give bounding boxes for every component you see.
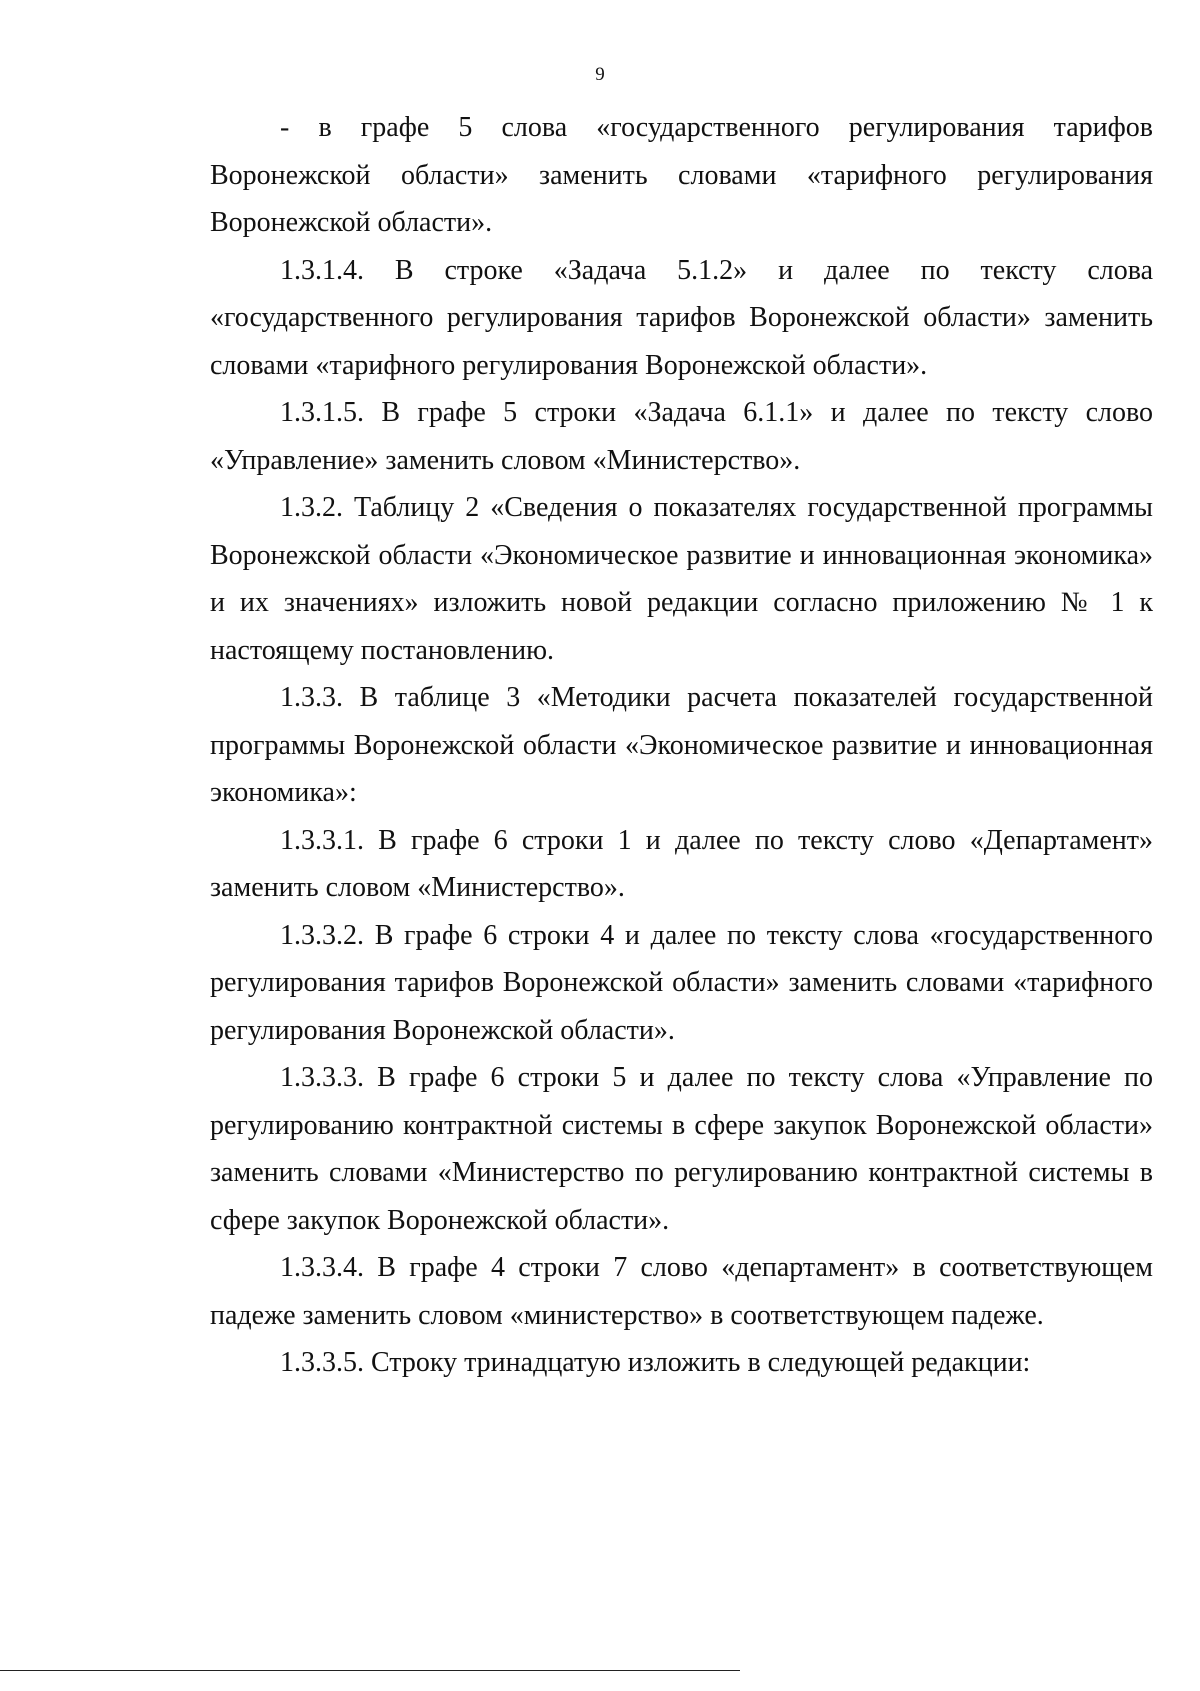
paragraph-1-3-3-1: 1.3.3.1. В графе 6 строки 1 и далее по тексту слово «Департамент» заменить словом «Министерство». bbox=[210, 824, 1153, 903]
page-number: 9 bbox=[595, 64, 605, 85]
document-body bbox=[210, 104, 1153, 1387]
paragraph-1-3-2: 1.3.2. Таблицу 2 «Сведения о показателях государственной программы Воронежской области «Экономическое развитие и инновационная экономика» и их значениях» изложить новой редакции согласно приложению № 1 к настоящему постановлению. bbox=[210, 492, 1153, 666]
paragraph-1-3-1-5: 1.3.1.5. В графе 5 строки «Задача 6.1.1» и далее по тексту слово «Управление» заменить словом «Министерство». bbox=[210, 397, 1153, 476]
paragraph-1-3-3: 1.3.3. В таблице 3 «Методики расчета показателей государственной программы Воронежской области «Экономическое развитие и инновационная экономика»: bbox=[210, 682, 1153, 808]
paragraph-1-3-3-4: 1.3.3.4. В графе 4 строки 7 слово «департамент» в соответствующем падеже заменить словом «министерство» в соответствующем падеже. bbox=[210, 1252, 1153, 1331]
paragraph-1-3-1-4: 1.3.1.4. В строке «Задача 5.1.2» и далее по тексту слова «государственного регулирования тарифов Воронежской области» заменить словами «тарифного регулирования Воронежской области». bbox=[210, 254, 1153, 381]
paragraph-1-3-3-5: 1.3.3.5. Строку тринадцатую изложить в следующей редакции: bbox=[280, 1347, 1031, 1378]
paragraph-1-3-3-3: 1.3.3.3. В графе 6 строки 5 и далее по тексту слова «Управление по регулированию контрактной системы в сфере закупок Воронежской области» заменить словами «Министерство по регулированию контрактной системы в сфере закупок Воронежской области». bbox=[210, 1062, 1153, 1236]
paragraph-graph5-tariff: - в графе 5 слова «государственного регулирования тарифов Воронежской области» заменить словами «тарифного регулирования Воронежской области». bbox=[210, 112, 1153, 238]
bottom-divider bbox=[0, 1670, 740, 1671]
paragraph-1-3-3-2: 1.3.3.2. В графе 6 строки 4 и далее по тексту слова «государственного регулирования тарифов Воронежской области» заменить словами «тарифного регулирования Воронежской области». bbox=[210, 919, 1153, 1046]
